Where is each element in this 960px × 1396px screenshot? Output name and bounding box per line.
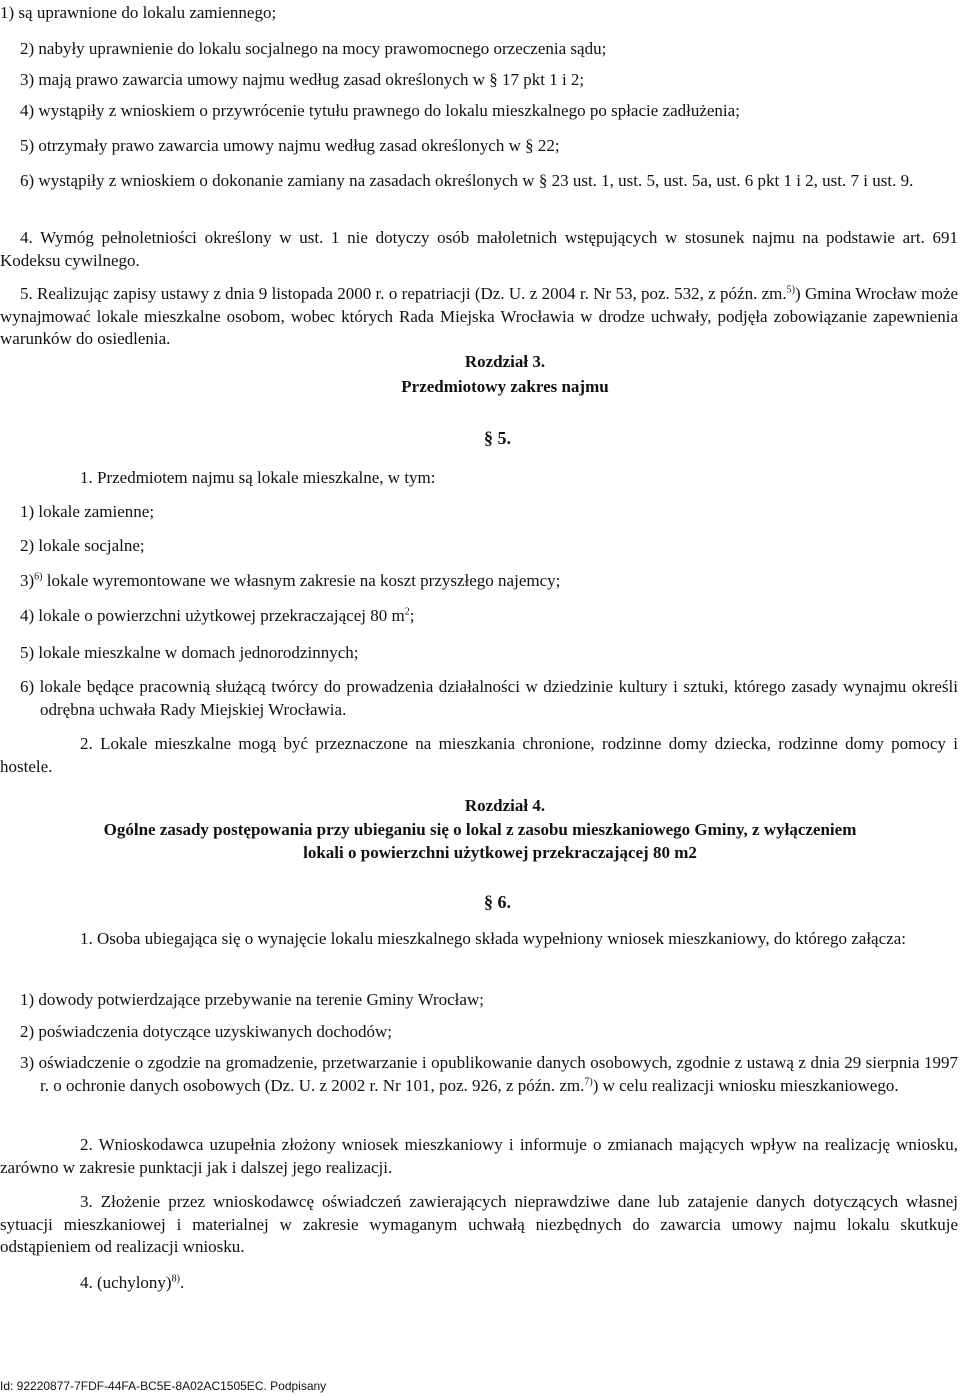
footnote-ref: 8): [171, 1273, 180, 1285]
list-item: 6) wystąpiły z wnioskiem o dokonanie zamiany na zasadach określonych w § 23 ust. 1, ust. 5, ust. 5a, ust. 6 pkt 1 i 2, ust. 7 i ust. 9.: [20, 171, 914, 190]
section-6-paragraph-3: 3. Złożenie przez wnioskodawcę oświadczeń zawierających nieprawdziwe dane lub zatajenie danych dotyczących własnej sytuacji mieszkaniowej i materialnej w zakresie wymaganym uchwałą niezbędnych do zawarcia umowy najmu lokalu skutkuje odstąpieniem od realizacji wniosku.: [0, 1192, 958, 1256]
list-item: 2) lokale socjalne;: [20, 536, 145, 555]
section-5-paragraph-2: 2. Lokale mieszkalne mogą być przeznaczone na mieszkania chronione, rodzinne domy dziecka, rodzinne domy pomocy i hostele.: [0, 734, 958, 776]
chapter-3-title: Rozdział 3.: [464, 352, 546, 371]
list-item: 5) lokale mieszkalne w domach jednorodzinnych;: [20, 643, 359, 662]
list-item: 1) dowody potwierdzające przebywanie na terenie Gminy Wrocław;: [20, 990, 484, 1009]
section-6-paragraph-1: 1. Osoba ubiegająca się o wynajęcie lokalu mieszkalnego składa wypełniony wniosek mieszkaniowy, do którego załącza:: [80, 929, 906, 948]
list-item: 3) mają prawo zawarcia umowy najmu według zasad określonych w § 17 pkt 1 i 2;: [20, 70, 585, 89]
list-item: 1) lokale zamienne;: [20, 502, 155, 521]
chapter-4-subtitle-1: Ogólne zasady postępowania przy ubieganiu się o lokal z zasobu mieszkaniowego Gminy, z wyłączeniem: [103, 820, 857, 839]
list-item: 2) poświadczenia dotyczące uzyskiwanych dochodów;: [20, 1022, 392, 1041]
chapter-4-title: Rozdział 4.: [464, 796, 546, 815]
paragraph-5: 5. Realizując zapisy ustawy z dnia 9 listopada 2000 r. o repatriacji (Dz. U. z 2004 r. Nr 53, poz. 532, z późn. zm.$^{5)}$) Gmina Wrocław może wynajmować lokale mieszkalne osobom, wobec których Rada Miejska Wrocławia w drodze uchwały, podjęła zobowiązanie zapewnienia warunków do osiedlenia.: [0, 284, 958, 348]
chapter-4-subtitle-2: lokali o powierzchni użytkowej przekraczającej 80 m2: [303, 843, 697, 862]
list-item: 4) wystąpiły z wnioskiem o przywrócenie tytułu prawnego do lokalu mieszkalnego po spłacie zadłużenia;: [20, 101, 740, 120]
chapter-3-subtitle: Przedmiotowy zakres najmu: [401, 377, 609, 396]
list-item: 4) lokale o powierzchni użytkowej przekraczającej 80 $m^2$;: [20, 606, 415, 625]
list-item: 5) otrzymały prawo zawarcia umowy najmu według zasad określonych w § 22;: [20, 136, 560, 155]
section-5-intro: 1. Przedmiotem najmu są lokale mieszkalne, w tym:: [80, 468, 436, 487]
footnote-ref: 7): [584, 1075, 593, 1087]
section-6-heading: § 6.: [484, 892, 511, 912]
list-item: 6) lokale będące pracownią służącą twórcy do prowadzenia działalności w dziedzinie kultury i sztuki, którego zasady wynajmu określi odrębna uchwała Rady Miejskiej Wrocławia.: [20, 677, 958, 719]
footnote-ref: 5): [786, 284, 795, 296]
section-6-paragraph-2: 2. Wnioskodawca uzupełnia złożony wniosek mieszkaniowy i informuje o zmianach mających wpływ na realizację wniosku, zarówno w zakresie punktacji jak i dalszej jego realizacji.: [0, 1135, 958, 1177]
section-5-heading: § 5.: [484, 428, 511, 448]
footnote-ref: 6): [34, 571, 43, 583]
paragraph-4: 4. Wymóg pełnoletniości określony w ust. 1 nie dotyczy osób małoletnich wstępujących w stosunek najmu na podstawie art. 691 Kodeksu cywilnego.: [0, 228, 958, 270]
list-item: 2) nabyły uprawnienie do lokalu socjalnego na mocy prawomocnego orzeczenia sądu;: [20, 39, 607, 58]
list-item: 3)$^{6)}$ lokale wyremontowane we własnym zakresie na koszt przyszłego najemcy;: [20, 571, 561, 590]
document-id-footer: Id: 92220877-7FDF-44FA-BC5E-8A02AC1505EC. Podpisany: [0, 1379, 327, 1393]
list-item: 1) są uprawnione do lokalu zamiennego;: [0, 3, 277, 22]
list-item: 3) oświadczenie o zgodzie na gromadzenie, przetwarzanie i opublikowanie danych osobowych, zgodnie z ustawą z dnia 29 sierpnia 1997 r. o ochronie danych osobowych (Dz. U. z 2002 r. Nr 101, poz. 926, z późn. zm.$^{7)}$) w celu realizacji wniosku mieszkaniowego.: [20, 1053, 958, 1095]
section-6-paragraph-4: 4. (uchylony)$^{8)}$.: [80, 1273, 185, 1292]
footnote-ref: 2: [404, 606, 410, 618]
